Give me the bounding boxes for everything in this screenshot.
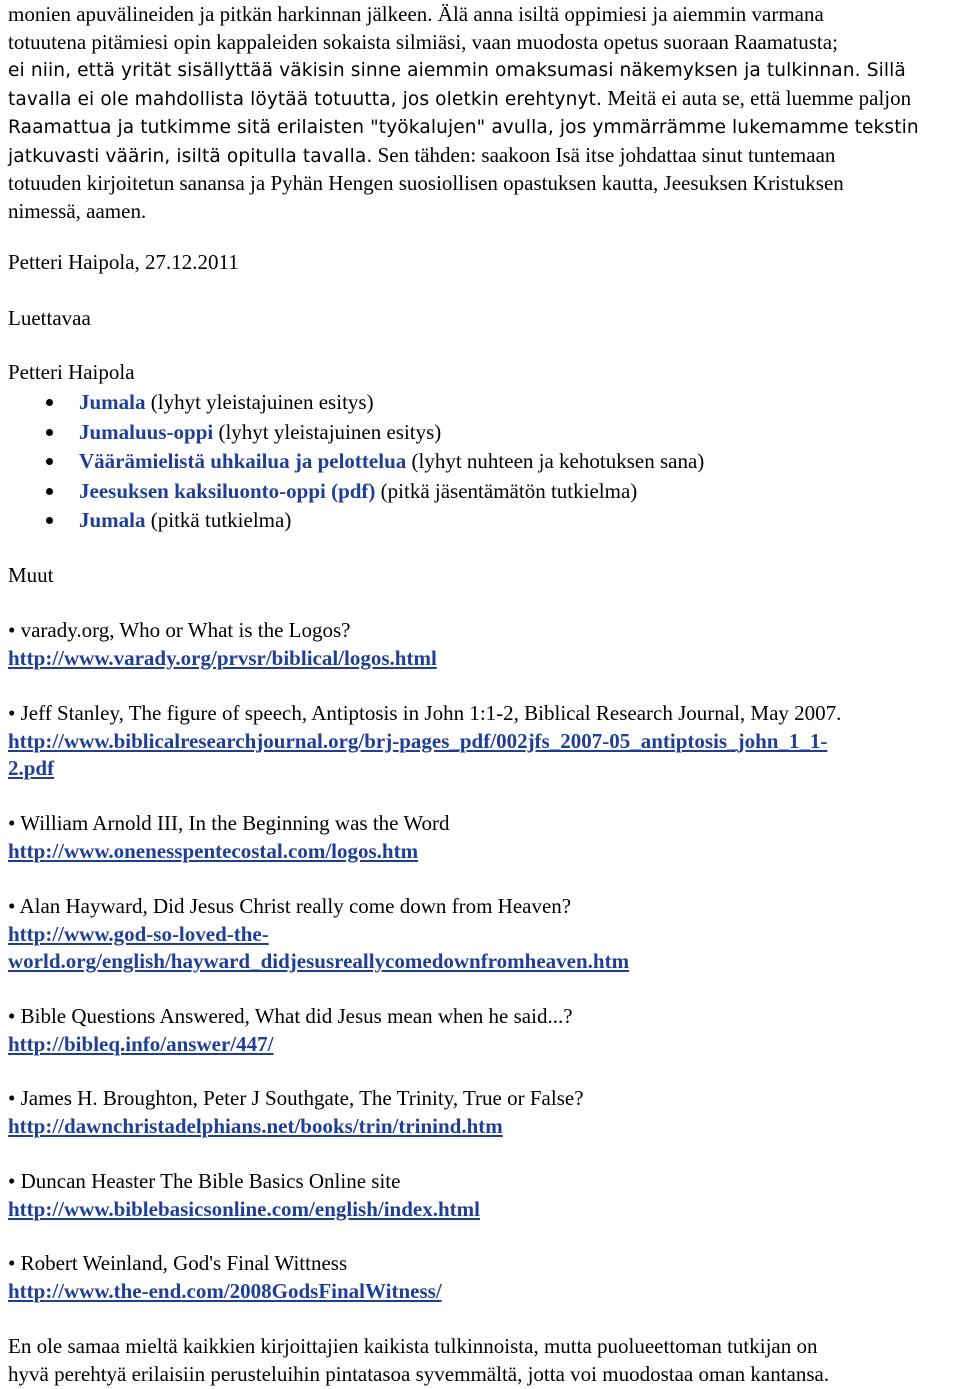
- paragraph-text-sans: tavalla ei ole mahdollista löytää totuutta, jos oletkin erehtynyt.: [8, 88, 603, 110]
- reference-item: [8, 1168, 958, 1223]
- other-heading: Muut: [8, 563, 54, 587]
- paragraph-text-sans: ei niin, että yrität sisällyttää väkisin sinne aiemmin omaksumasi näkemyksen ja tulkinnan.: [8, 60, 861, 81]
- paragraph-line: [8, 142, 919, 171]
- list-item: [8, 388, 704, 418]
- paragraph-line: nimessä, aamen.: [8, 198, 147, 223]
- paragraph-line: hyvä perehtyä erilaisiin perusteluihin pintatasoa syvemmältä, jotta voi muodostaa oman kantansa.: [8, 1361, 830, 1386]
- paragraph-text-sans: jatkuvasti väärin, isiltä opitulla tavalla.: [8, 145, 373, 167]
- list-item: [8, 447, 704, 477]
- reading-link-jumaluus-oppi[interactable]: Jumaluus-oppi: [79, 419, 214, 444]
- reference-link[interactable]: world.org/english/hayward_didjesusreallycomedownfromheaven.htm: [8, 949, 630, 973]
- reference-link[interactable]: http://www.onenesspentecostal.com/logos.htm: [8, 838, 419, 863]
- reference-item: [8, 617, 958, 672]
- reading-desc: (lyhyt yleistajuinen esitys): [145, 390, 374, 414]
- reference-title: • William Arnold III, In the Beginning was the Word: [8, 811, 450, 835]
- signature-line: Petteri Haipola, 27.12.2011: [8, 250, 239, 274]
- reference-link[interactable]: http://www.biblebasicsonline.com/english/index.html: [8, 1196, 480, 1221]
- reading-heading: Luettavaa: [8, 306, 91, 330]
- paragraph-line: En ole samaa mieltä kaikkien kirjoittajien kaikista tulkinnoista, mutta puolueettoman tutkijan on: [8, 1334, 818, 1358]
- reference-item: [8, 893, 958, 976]
- paragraph-line: [8, 56, 919, 85]
- reading-link-uhkailua[interactable]: Väärämielistä uhkailua ja pelottelua: [79, 449, 407, 473]
- reference-link[interactable]: http://www.biblicalresearchjournal.org/brj-pages_pdf/002jfs_2007-05_antiptosis_john_1_1-: [8, 728, 828, 753]
- reading-desc: (lyhyt yleistajuinen esitys): [213, 419, 442, 444]
- list-item: [8, 477, 704, 507]
- reference-item: [8, 810, 958, 865]
- reference-title: • Duncan Heaster The Bible Basics Online site: [8, 1169, 401, 1193]
- paragraph-line: totuutena pitämiesi opin kappaleiden sokaista silmiäsi, vaan muodosta opetus suoraan Raamatusta;: [8, 29, 838, 54]
- paragraph-text-sans: Raamattua ja tutkimme sitä erilaisten "työkalujen" avulla, jos ymmärrämme lukemamme tekstin: [8, 117, 919, 138]
- bullet-icon: [46, 399, 53, 406]
- reference-title: • Robert Weinland, God's Final Wittness: [8, 1251, 348, 1275]
- bullet-icon: [46, 458, 53, 465]
- reference-item: [8, 700, 958, 783]
- paragraph-line: monien apuvälineiden ja pitkän harkinnan jälkeen. Älä anna isiltä oppimiesi ja aiemmin varmana: [8, 2, 824, 26]
- paragraph-line: [8, 113, 919, 142]
- reading-desc: (pitkä tutkielma): [145, 508, 292, 532]
- paragraph-line: [8, 85, 919, 114]
- reading-link-jumala[interactable]: Jumala: [79, 390, 146, 414]
- paragraph-line: totuuden kirjoitetun sanansa ja Pyhän Hengen suosiollisen opastuksen kautta, Jeesuksen Kristuksen: [8, 171, 844, 195]
- bullet-icon: [46, 488, 53, 495]
- paragraph-text-sans: Sillä: [860, 60, 906, 81]
- reading-desc: (pitkä jäsentämätön tutkielma): [375, 478, 638, 503]
- list-item: [8, 418, 704, 448]
- reference-link[interactable]: http://dawnchristadelphians.net/books/trin/trinind.htm: [8, 1113, 503, 1138]
- paragraph-text: Sen tähden: saakoon Isä itse johdattaa sinut tuntemaan: [372, 142, 836, 167]
- list-item: [8, 506, 704, 536]
- author-heading: Petteri Haipola: [8, 360, 135, 384]
- bullet-icon: [46, 429, 53, 436]
- reference-title: • varady.org, Who or What is the Logos?: [8, 618, 351, 642]
- reference-title: • Alan Hayward, Did Jesus Christ really come down from Heaven?: [8, 894, 572, 918]
- bullet-icon: [46, 517, 53, 524]
- reference-title: • Bible Questions Answered, What did Jesus mean when he said...?: [8, 1004, 573, 1028]
- reference-link[interactable]: http://bibleq.info/answer/447/: [8, 1031, 274, 1056]
- paragraph-text: Meitä ei auta se, että luemme paljon: [602, 85, 912, 110]
- reference-item: [8, 1085, 958, 1140]
- reference-title: • Jeff Stanley, The figure of speech, Antiptosis in John 1:1-2, Biblical Research Journal, May 2007.: [8, 701, 842, 725]
- reference-link[interactable]: http://www.the-end.com/2008GodsFinalWitness/: [8, 1278, 442, 1303]
- reference-title: • James H. Broughton, Peter J Southgate, The Trinity, True or False?: [8, 1086, 584, 1110]
- reading-desc: (lyhyt nuhteen ja kehotuksen sana): [406, 449, 705, 473]
- reading-list: [8, 388, 704, 536]
- reading-link-jumala-long[interactable]: Jumala: [79, 508, 146, 532]
- reading-link-kaksiluonto-oppi[interactable]: Jeesuksen kaksiluonto-oppi (pdf): [79, 478, 376, 503]
- reference-link[interactable]: http://www.god-so-loved-the-: [8, 921, 269, 946]
- reference-link[interactable]: 2.pdf: [8, 756, 55, 780]
- reference-item: [8, 1003, 958, 1058]
- intro-paragraph: [8, 1, 919, 225]
- closing-paragraph: [8, 1333, 958, 1388]
- reference-item: [8, 1250, 958, 1305]
- reference-link[interactable]: http://www.varady.org/prvsr/biblical/logos.html: [8, 645, 437, 670]
